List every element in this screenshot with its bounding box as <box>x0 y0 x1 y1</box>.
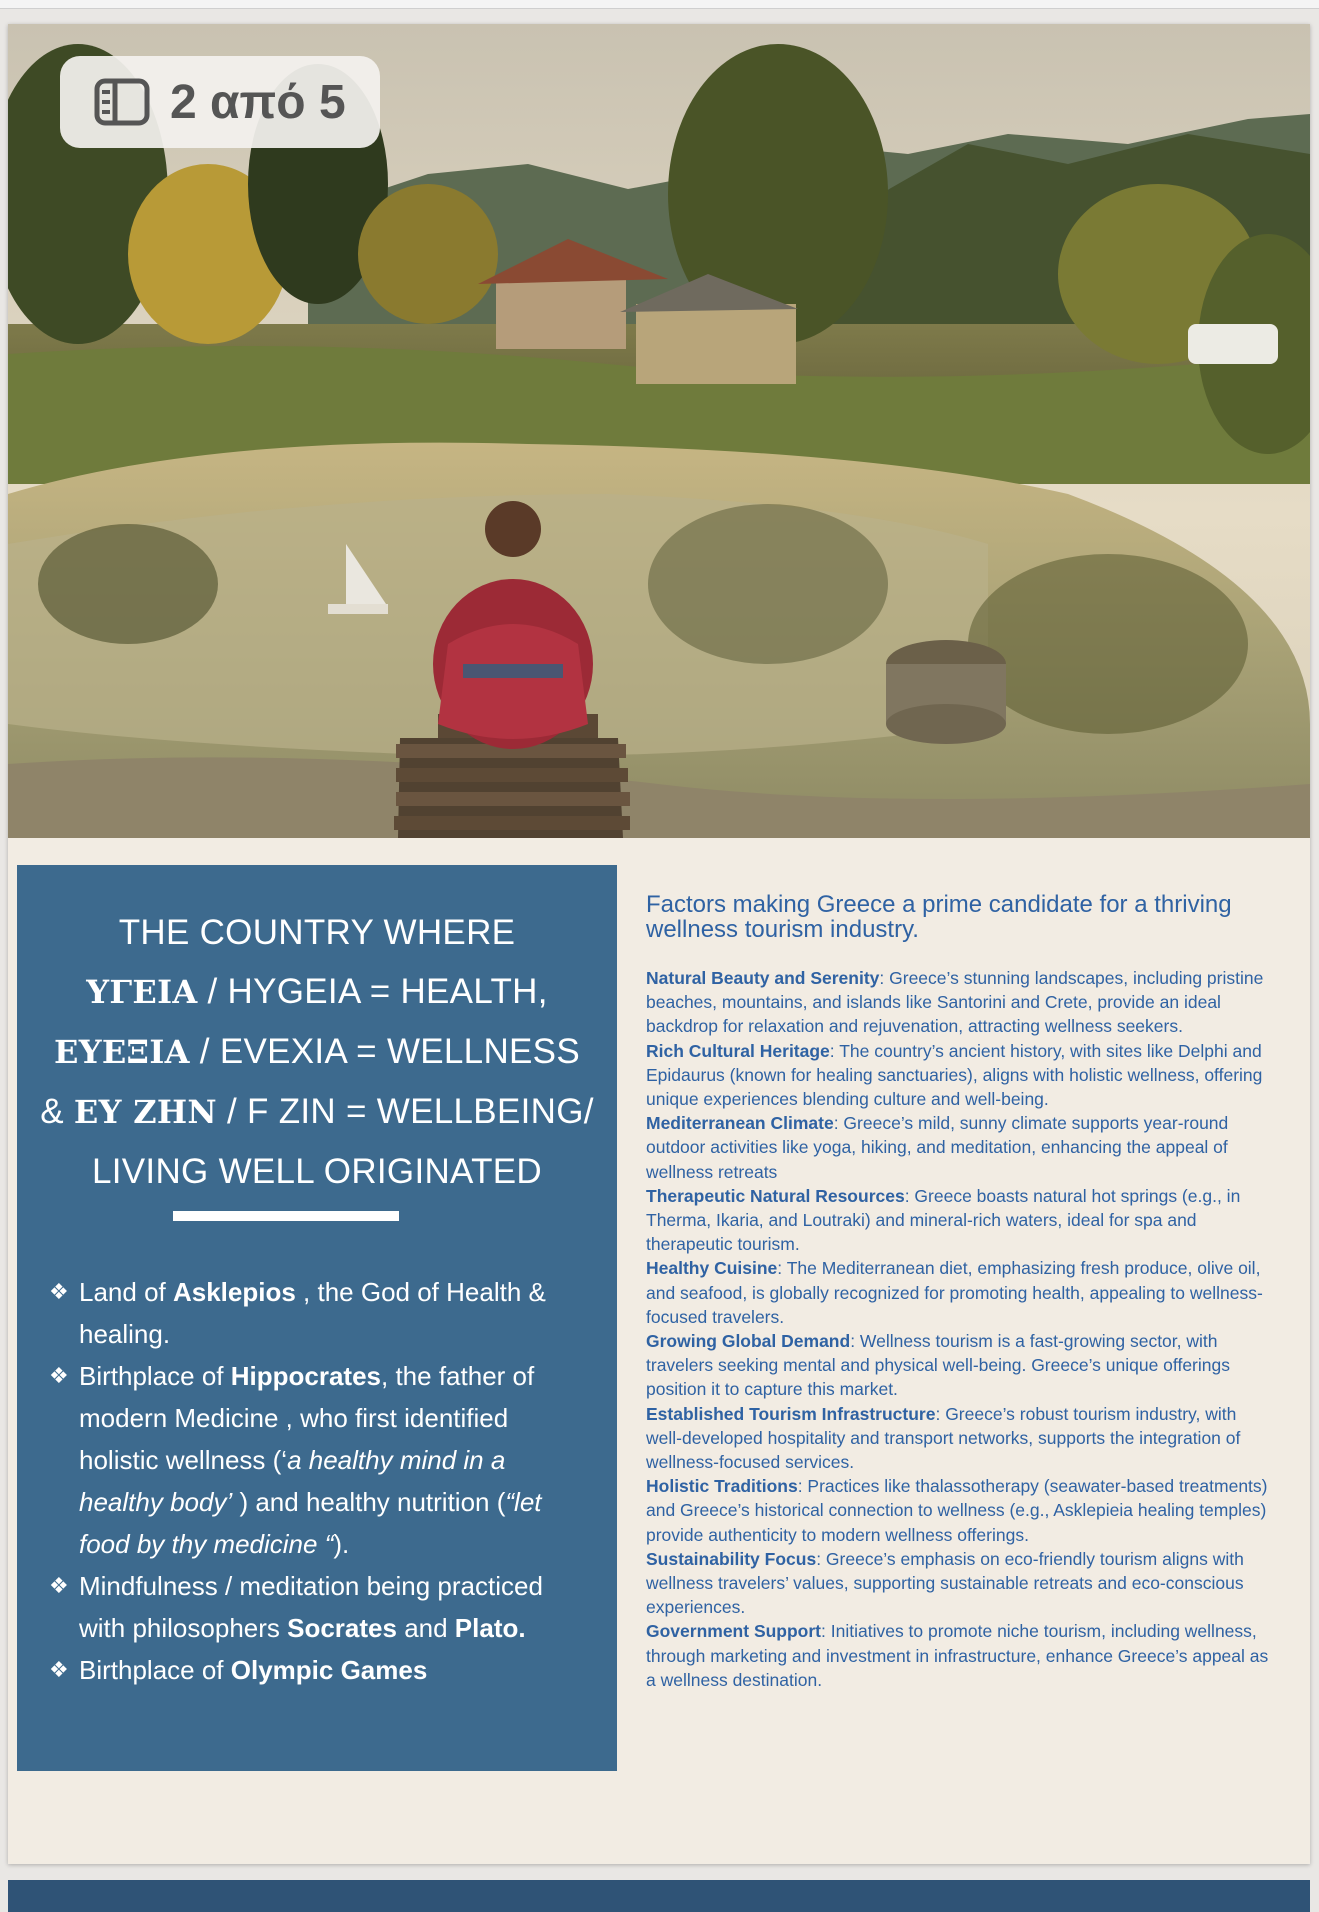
factor-item: Healthy Cuisine: The Mediterranean diet, emphasizing fresh produce, olive oil, and seafood, is globally recognized for promoting health, appealing to wellness-focused travelers. <box>646 1258 1263 1327</box>
factor-item: Sustainability Focus: Greece’s emphasis on eco-friendly tourism aligns with wellness travelers’ values, supporting sustainable retreats and eco-conscious experiences. <box>646 1548 1244 1618</box>
factor-item: Mediterranean Climate: Greece’s mild, sunny climate supports year-round outdoor activities like yoga, hiking, and meditation, enhancing the appeal of wellness retreats <box>646 1113 1229 1182</box>
headline-line-2: ΥΓΕΙΑ / HYGEIA = HEALTH, <box>86 972 548 1011</box>
page-indicator-label: 2 από 5 <box>170 75 346 129</box>
headline-line-1: THE COUNTRY WHERE <box>118 913 516 952</box>
bullet-mindfulness: ❖ Mindfulness / meditation being practiced with philosophers Socrates and Plato. <box>49 1565 589 1649</box>
bullet-asklepios: ❖ Land of Asklepios , the God of Health & healing. <box>49 1271 589 1355</box>
diamond-bullet-icon: ❖ <box>49 1363 69 1388</box>
factors-title: Factors making Greece a prime candidate for a thriving wellness tourism industry. <box>646 891 1232 943</box>
bullet-hippocrates: ❖ Birthplace of Hippocrates, the father of modern Medicine , who first identified holistic wellness (‘a healthy mind in a healthy body’ ) and healthy nutrition (“let food by thy medicine “). <box>49 1355 589 1565</box>
viewer-top-bar <box>0 0 1319 9</box>
factor-item: Therapeutic Natural Resources: Greece boasts natural hot springs (e.g., in Therma, Ikaria, and Loutraki) and mineral-rich waters, ideal for spa and therapeutic tourism. <box>646 1185 1241 1255</box>
sidebar-pages-icon <box>94 78 150 126</box>
factor-item: Established Tourism Infrastructure: Greece’s robust tourism industry, with well-developed hospitality and transport networks, supports the integration of wellness-focused services. <box>646 1403 1241 1473</box>
diamond-bullet-icon: ❖ <box>49 1279 69 1304</box>
headline-line-5: LIVING WELL ORIGINATED <box>91 1152 542 1191</box>
bullet-olympic-games: ❖ Birthplace of Olympic Games <box>49 1649 589 1691</box>
page-indicator[interactable] <box>60 56 380 148</box>
diamond-bullet-icon: ❖ <box>49 1657 69 1682</box>
heritage-bullets <box>49 1271 589 1691</box>
factor-item: Growing Global Demand: Wellness tourism is a fast-growing sector, with travelers seeking mental and physical well-being. Greece’s unique offerings position it to capture this market. <box>646 1331 1230 1400</box>
panel-headline <box>17 903 617 1201</box>
headline-line-3: ΕΥΕΞΙΑ / EVEXIA = WELLNESS <box>54 1032 580 1071</box>
factor-item: Government Support: Initiatives to promote niche tourism, including wellness, through marketing and investment in infrastructure, enhance Greece’s appeal as a wellness destination. <box>646 1621 1269 1690</box>
hygeia-panel <box>17 865 617 1771</box>
document-page <box>8 24 1310 1864</box>
headline-line-4: & ΕΥ ΖΗΝ / F ZIN = WELLBEING/ <box>40 1092 594 1131</box>
diamond-bullet-icon: ❖ <box>49 1573 69 1598</box>
next-page-preview[interactable] <box>8 1880 1310 1912</box>
headline-divider <box>173 1211 399 1221</box>
factor-item: Holistic Traditions: Practices like thalassotherapy (seawater-based treatments) and Greece’s historical connection to wellness (e.g., Asklepieia healing temples) provide authenticity to modern wellness offerings. <box>646 1476 1268 1545</box>
factor-item: Natural Beauty and Serenity: Greece’s stunning landscapes, including pristine beaches, mountains, and islands like Santorini and Crete, provide an ideal backdrop for relaxation and rejuvenation, attracting wellness seekers. <box>646 968 1264 1037</box>
landscape-photo <box>8 24 1310 838</box>
factors-column <box>646 892 1276 1692</box>
factor-item: Rich Cultural Heritage: The country’s ancient history, with sites like Delphi and Epidaurus (known for healing sanctuaries), aligns with holistic wellness, offering unique experiences blending culture and well-being. <box>646 1040 1263 1110</box>
